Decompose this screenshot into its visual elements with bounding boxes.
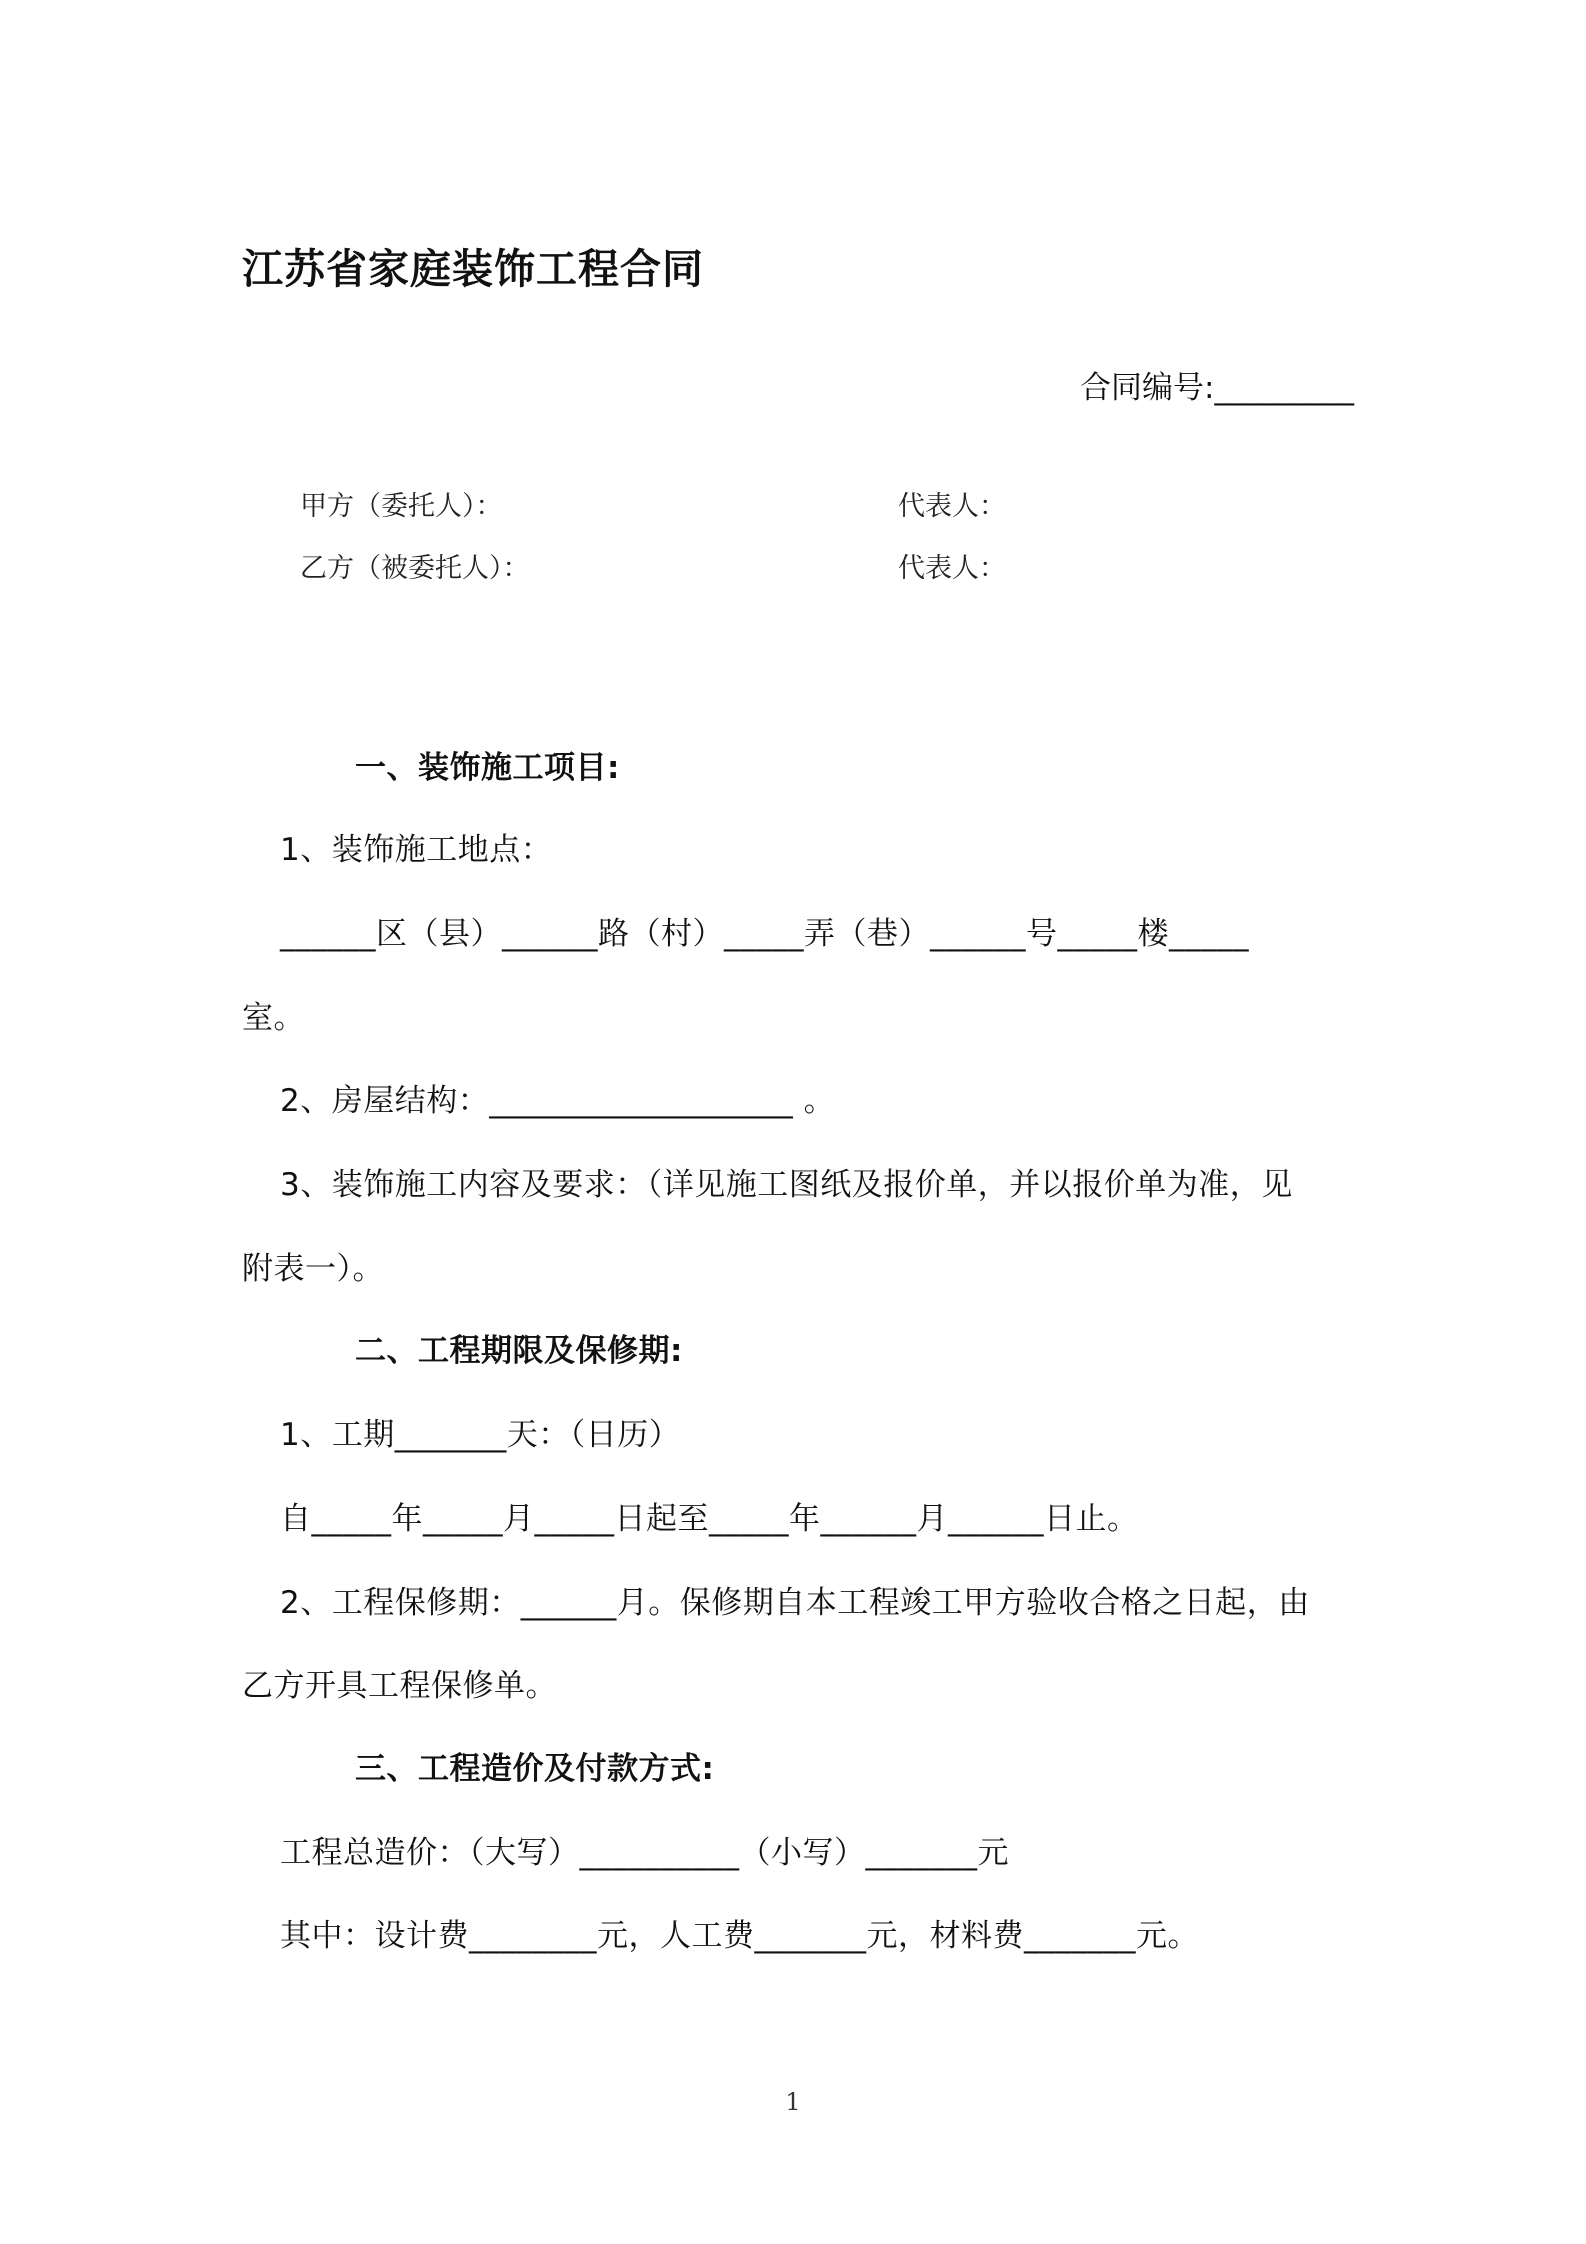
- page-number: 1: [785, 2088, 801, 2116]
- section-1-item-1: 1、装饰施工地点：: [280, 832, 553, 868]
- party-a-label: 甲方（委托人）：: [300, 491, 503, 522]
- section-2-item-1: 1、工期_______天：（日历）: [280, 1417, 681, 1453]
- section-3-heading: 三、工程造价及付款方式:: [355, 1751, 715, 1787]
- address-line-end: 室。: [242, 1000, 305, 1036]
- document-title: 江苏省家庭装饰工程合同: [242, 245, 704, 293]
- section-2-heading: 二、工程期限及保修期:: [355, 1333, 683, 1369]
- party-b-representative: 代表人：: [898, 553, 1006, 584]
- party-b-label: 乙方（被委托人）：: [300, 553, 530, 584]
- section-2-item-2: 2、工程保修期：______月。保修期自本工程竣工甲方验收合格之日起，由: [280, 1585, 1310, 1621]
- contract-number: 合同编号:_________: [1080, 370, 1354, 406]
- party-a-representative: 代表人：: [898, 491, 1006, 522]
- address-line: ______区（县）______路（村）_____弄（巷）______号_____楼_____: [280, 916, 1249, 952]
- total-price: 工程总造价：（大写）__________（小写）_______元: [280, 1835, 1009, 1871]
- section-1-item-3: 3、装饰施工内容及要求：（详见施工图纸及报价单，并以报价单为准，见: [280, 1167, 1293, 1203]
- section-1-item-2: 2、房屋结构：___________________ 。: [280, 1083, 836, 1119]
- section-2-item-2-continued: 乙方开具工程保修单。: [242, 1668, 557, 1704]
- section-1-item-3-continued: 附表一）。: [242, 1251, 384, 1287]
- construction-period: 自_____年_____月_____日起至_____年______月______日止。: [280, 1501, 1139, 1537]
- price-breakdown: 其中：设计费________元，人工费_______元，材料费_______元。: [280, 1918, 1199, 1954]
- section-1-heading: 一、装饰施工项目:: [355, 750, 620, 786]
